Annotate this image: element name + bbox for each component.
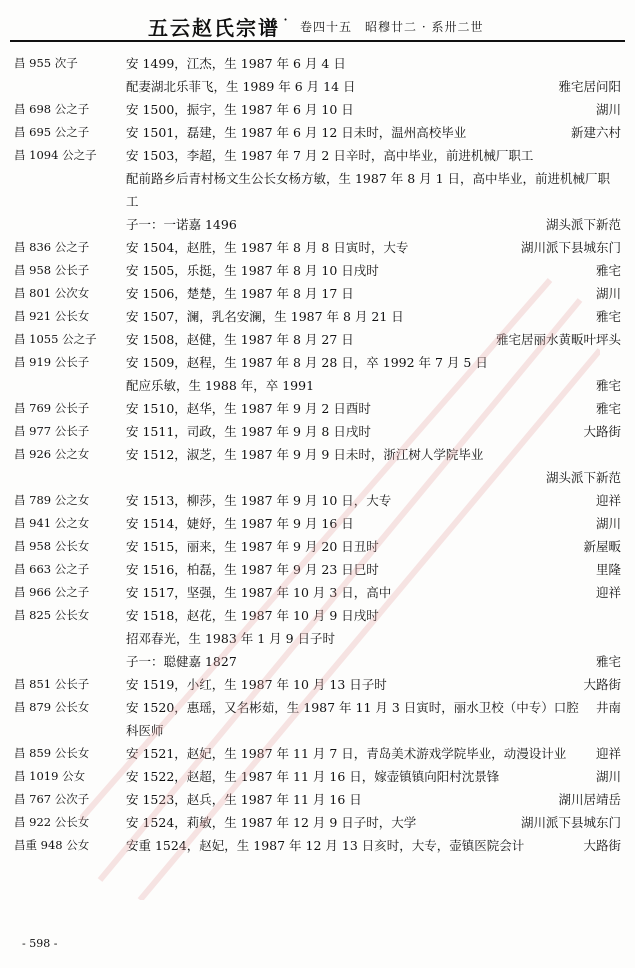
parent-reference: 昌 926 公之女 xyxy=(14,447,90,461)
entry-continuation xyxy=(126,627,621,650)
entry-text: 安重 1524，赵妃，生 1987 年 12 月 13 日亥时，大专，壶镇医院会计 xyxy=(126,838,525,853)
entry-text: 安 1521，赵妃，生 1987 年 11 月 7 日，青岛美术游戏学院毕业，动漫设计业 xyxy=(126,746,567,761)
entry-list xyxy=(0,52,635,857)
entry-row xyxy=(0,696,635,742)
entry-body xyxy=(126,351,621,374)
entry-location: 湖川 xyxy=(595,516,621,531)
entry-location: 里隆 xyxy=(595,562,621,577)
parent-reference: 昌 695 公之子 xyxy=(14,125,90,139)
parent-reference: 昌 825 公长女 xyxy=(14,608,90,622)
parent-reference: 昌 859 公长女 xyxy=(14,746,90,760)
entry-location: 湖川 xyxy=(595,286,621,301)
entry-location: 大路街 xyxy=(583,838,621,853)
entry-row xyxy=(0,604,635,627)
entry-row xyxy=(0,144,635,167)
entry-body xyxy=(126,443,621,466)
entry-body xyxy=(126,420,621,443)
entry-continuation xyxy=(126,75,621,98)
entry-location: 雅宅居问阳 xyxy=(558,79,621,94)
entry-text: 安 1511，司政，生 1987 年 9 月 8 日戌时 xyxy=(126,424,371,439)
entry-row xyxy=(0,236,635,259)
entry-text: 安 1501，磊建，生 1987 年 6 月 12 日未时，温州高校毕业 xyxy=(126,125,467,140)
entry-location: 湖头派下新范 xyxy=(545,217,621,232)
parent-reference: 昌 1094 公之子 xyxy=(14,148,97,162)
entry-body xyxy=(126,788,621,811)
entry-text: 招邓春光，生 1983 年 1 月 9 日子时 xyxy=(126,631,336,646)
entry-row xyxy=(0,834,635,857)
parent-reference: 昌 801 公次女 xyxy=(14,286,90,300)
entry-text: 安 1518，赵花，生 1987 年 10 月 9 日戌时 xyxy=(126,608,379,623)
entry-row xyxy=(0,443,635,466)
entry-text: 配应乐敏，生 1988 年，卒 1991 xyxy=(126,378,315,393)
entry-row xyxy=(0,742,635,765)
entry-body xyxy=(126,282,621,305)
entry-body xyxy=(126,581,621,604)
entry-text: 安 1503，李超，生 1987 年 7 月 2 日辛时，高中毕业，前进机械厂职工 xyxy=(126,148,534,163)
entry-location: 湖川派下县城东门 xyxy=(520,240,621,255)
parent-reference: 昌 921 公长女 xyxy=(14,309,90,323)
entry-row xyxy=(0,420,635,443)
entry-body xyxy=(126,535,621,558)
volume-label: 卷四十五 昭穆廿二 · 系卅二世 xyxy=(300,20,484,34)
entry-body xyxy=(126,397,621,420)
entry-body xyxy=(126,259,621,282)
entry-text: 安 1504，赵胜，生 1987 年 8 月 8 日寅时，大专 xyxy=(126,240,409,255)
entry-location: 迎祥 xyxy=(595,746,621,761)
page-number: - 598 - xyxy=(22,937,58,950)
entry-location: 湖川派下县城东门 xyxy=(520,815,621,830)
entry-text: 安 1508，赵健，生 1987 年 8 月 27 日 xyxy=(126,332,354,347)
parent-reference: 昌 958 公长女 xyxy=(14,539,90,553)
entry-text: 安 1520，惠瑶，又名彬茹，生 1987 年 11 月 3 日寅时，丽水卫校（中专）口腔科医师 xyxy=(126,700,579,738)
parent-reference: 昌 1019 公女 xyxy=(14,769,86,783)
entry-row xyxy=(0,98,635,121)
parent-reference: 昌 663 公之子 xyxy=(14,562,90,576)
parent-reference: 昌重 948 公女 xyxy=(14,838,90,852)
parent-reference: 昌 941 公之女 xyxy=(14,516,90,530)
entry-row xyxy=(0,535,635,558)
entry-text: 安 1505，乐挺，生 1987 年 8 月 10 日戌时 xyxy=(126,263,379,278)
entry-body xyxy=(126,305,621,328)
parent-reference: 昌 955 次子 xyxy=(14,56,78,70)
entry-text: 安 1507，澜，乳名安澜，生 1987 年 8 月 21 日 xyxy=(126,309,404,324)
entry-location: 湖川 xyxy=(595,102,621,117)
parent-reference: 昌 879 公长女 xyxy=(14,700,90,714)
entry-location: 雅宅 xyxy=(595,401,621,416)
entry-row xyxy=(0,673,635,696)
entry-text: 安 1522，赵超，生 1987 年 11 月 16 日，嫁壶镇镇向阳村沈景锋 xyxy=(126,769,500,784)
entry-text: 子一：聪健嘉 1827 xyxy=(126,654,237,669)
entry-body xyxy=(126,98,621,121)
entry-row xyxy=(0,328,635,351)
entry-row xyxy=(0,52,635,75)
parent-reference: 昌 767 公次子 xyxy=(14,792,90,806)
parent-reference: 昌 769 公长子 xyxy=(14,401,90,415)
entry-body xyxy=(126,811,621,834)
page-header xyxy=(0,8,635,40)
entry-row xyxy=(0,811,635,834)
entry-body xyxy=(126,489,621,512)
entry-body xyxy=(126,558,621,581)
entry-row xyxy=(0,351,635,374)
parent-reference: 昌 789 公之女 xyxy=(14,493,90,507)
entry-text: 安 1509，赵程，生 1987 年 8 月 28 日，卒 1992 年 7 月 5 日 xyxy=(126,355,488,370)
entry-text: 安 1510，赵华，生 1987 年 9 月 2 日酉时 xyxy=(126,401,371,416)
entry-location: 雅宅 xyxy=(595,309,621,324)
entry-location: 新屋畈 xyxy=(583,539,621,554)
parent-reference: 昌 958 公长子 xyxy=(14,263,90,277)
entry-text: 安 1519，小红，生 1987 年 10 月 13 日子时 xyxy=(126,677,387,692)
entry-text: 配前路乡后青村杨文生公长女杨方敏，生 1987 年 8 月 1 日，高中毕业，前进机械厂职工 xyxy=(126,171,611,209)
entry-text: 配妻湖北乐菲飞，生 1989 年 6 月 14 日 xyxy=(126,79,356,94)
entry-text: 安 1515，丽来，生 1987 年 9 月 20 日丑时 xyxy=(126,539,379,554)
entry-continuation xyxy=(126,374,621,397)
parent-reference: 昌 977 公长子 xyxy=(14,424,90,438)
entry-row xyxy=(0,558,635,581)
entry-text: 安 1513，柳莎，生 1987 年 9 月 10 日，大专 xyxy=(126,493,392,508)
entry-continuation xyxy=(126,167,621,213)
entry-text: 安 1500，振宇，生 1987 年 6 月 10 日 xyxy=(126,102,354,117)
entry-body xyxy=(126,512,621,535)
entry-location: 大路街 xyxy=(583,424,621,439)
entry-row xyxy=(0,397,635,420)
entry-body xyxy=(126,742,621,765)
entry-text: 安 1499，江杰，生 1987 年 6 月 4 日 xyxy=(126,56,346,71)
entry-location: 雅宅 xyxy=(595,654,621,669)
entry-row xyxy=(0,305,635,328)
entry-row xyxy=(0,489,635,512)
parent-reference: 昌 851 公长子 xyxy=(14,677,90,691)
parent-reference: 昌 922 公长女 xyxy=(14,815,90,829)
entry-body xyxy=(126,121,621,144)
parent-reference: 昌 836 公之子 xyxy=(14,240,90,254)
entry-text: 安 1514，婕妤，生 1987 年 9 月 16 日 xyxy=(126,516,354,531)
entry-body xyxy=(126,144,621,167)
entry-row xyxy=(0,788,635,811)
entry-text: 安 1516，柏磊，生 1987 年 9 月 23 日巳时 xyxy=(126,562,379,577)
entry-continuation xyxy=(126,650,621,673)
entry-continuation xyxy=(126,213,621,236)
entry-location: 新建六村 xyxy=(570,125,621,140)
entry-row xyxy=(0,765,635,788)
header-rule xyxy=(10,40,625,42)
entry-location: 大路街 xyxy=(583,677,621,692)
title-separator: · xyxy=(283,10,289,29)
entry-text: 安 1524，莉敏，生 1987 年 12 月 9 日子时，大学 xyxy=(126,815,417,830)
entry-body xyxy=(126,673,621,696)
entry-location: 迎祥 xyxy=(595,585,621,600)
genealogy-title: 五云赵氏宗谱 xyxy=(148,16,280,40)
entry-text: 安 1523，赵兵，生 1987 年 11 月 16 日 xyxy=(126,792,362,807)
entry-location: 湖川 xyxy=(595,769,621,784)
entry-location: 井南 xyxy=(595,700,621,715)
entry-text: 子一：一诺嘉 1496 xyxy=(126,217,237,232)
entry-row xyxy=(0,259,635,282)
entry-location: 雅宅 xyxy=(595,263,621,278)
entry-body xyxy=(126,328,621,351)
entry-row xyxy=(0,121,635,144)
entry-row xyxy=(0,581,635,604)
entry-text: 安 1506，楚楚，生 1987 年 8 月 17 日 xyxy=(126,286,354,301)
entry-body xyxy=(126,765,621,788)
entry-body xyxy=(126,604,621,627)
entry-body xyxy=(126,696,621,742)
entry-location: 雅宅居丽水黄畈叶坪头 xyxy=(495,332,621,347)
entry-row xyxy=(0,512,635,535)
entry-text: 安 1512，淑芝，生 1987 年 9 月 9 日未时，浙江树人学院毕业 xyxy=(126,447,484,462)
parent-reference: 昌 698 公之子 xyxy=(14,102,90,116)
entry-text: 安 1517，坚强，生 1987 年 10 月 3 日，高中 xyxy=(126,585,392,600)
entry-body xyxy=(126,834,621,857)
parent-reference: 昌 966 公之子 xyxy=(14,585,90,599)
entry-row xyxy=(0,282,635,305)
entry-body xyxy=(126,52,621,75)
entry-location: 湖头派下新范 xyxy=(545,470,621,485)
entry-body xyxy=(126,236,621,259)
entry-location: 雅宅 xyxy=(595,378,621,393)
parent-reference: 昌 919 公长子 xyxy=(14,355,90,369)
entry-location: 湖川居靖岳 xyxy=(558,792,621,807)
parent-reference: 昌 1055 公之子 xyxy=(14,332,97,346)
entry-location: 迎祥 xyxy=(595,493,621,508)
